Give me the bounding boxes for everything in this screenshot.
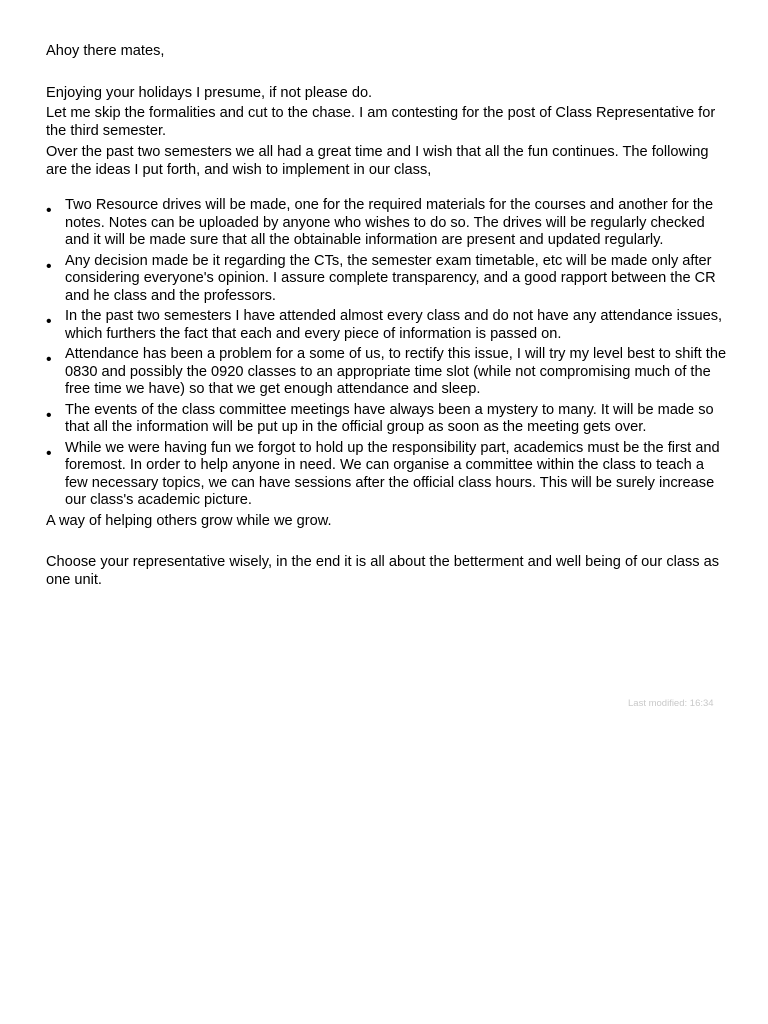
list-item-text: Any decision made be it regarding the CTs, the semester exam timetable, etc will be made only after considering everyone's opinion. I assure complete transparency, and a good rapport between the CR and he class and the professors. <box>65 252 716 304</box>
list-item <box>46 197 728 250</box>
list-item <box>46 440 728 510</box>
bullet-icon: • <box>46 406 52 424</box>
bullet-icon: • <box>46 444 52 462</box>
list-item-text: In the past two semesters I have attended almost every class and do not have any attendance issues, which furthers the fact that each and every piece of information is passed on. <box>65 308 723 342</box>
intro-paragraph: Over the past two semesters we all had a great time and I wish that all the fun continues. The following are the ideas I put forth, and wish to implement in our class, <box>46 144 709 178</box>
ideas-list <box>46 197 728 510</box>
list-item-text: Attendance has been a problem for a some of us, to rectify this issue, I will try my level best to shift the 0830 and possibly the 0920 classes to an appropriate time slot (while not compromising much of the free time we have) so that we get enough attendance and sleep. <box>65 346 727 397</box>
list-item-text: Two Resource drives will be made, one for the required materials for the courses and another for the notes. Notes can be uploaded by anyone who wishes to do so. The drives will be regularly checked and it will be made sure that all the obtainable information are present and updated regularly. <box>65 197 714 248</box>
bullet-icon: • <box>46 351 52 368</box>
bullet-icon: • <box>46 313 52 330</box>
greeting: Ahoy there mates, <box>46 43 165 59</box>
intro-paragraph: Enjoying your holidays I presume, if not please do. <box>46 84 373 101</box>
closing-paragraph: A way of helping others grow while we grow. <box>46 512 332 529</box>
list-item-text: The events of the class committee meetings have always been a mystery to many. It will be made so that all the information will be put up in the official group as soon as the meeting gets over. <box>65 401 714 435</box>
bullet-icon: • <box>46 257 52 275</box>
document-body <box>46 43 728 589</box>
bullet-icon: • <box>46 202 52 219</box>
list-item <box>46 253 728 306</box>
list-item <box>46 346 728 399</box>
list-item <box>46 308 728 343</box>
intro-paragraph: Let me skip the formalities and cut to the chase. I am contesting for the post of Class Representative for the third semester. <box>46 105 716 139</box>
list-item-text: While we were having fun we forgot to hold up the responsibility part, academics must be the first and foremost. In order to help anyone in need. We can organise a committee within the class to teach a few necessary topics, we can have sessions after the official class hours. This will be surely increase our class's academic picture. <box>65 439 720 508</box>
closing-paragraph: Choose your representative wisely, in the end it is all about the betterment and well being of our class as one unit. <box>46 554 720 588</box>
last-modified-label: Last modified: 16:34 <box>628 698 714 709</box>
list-item <box>46 402 728 437</box>
